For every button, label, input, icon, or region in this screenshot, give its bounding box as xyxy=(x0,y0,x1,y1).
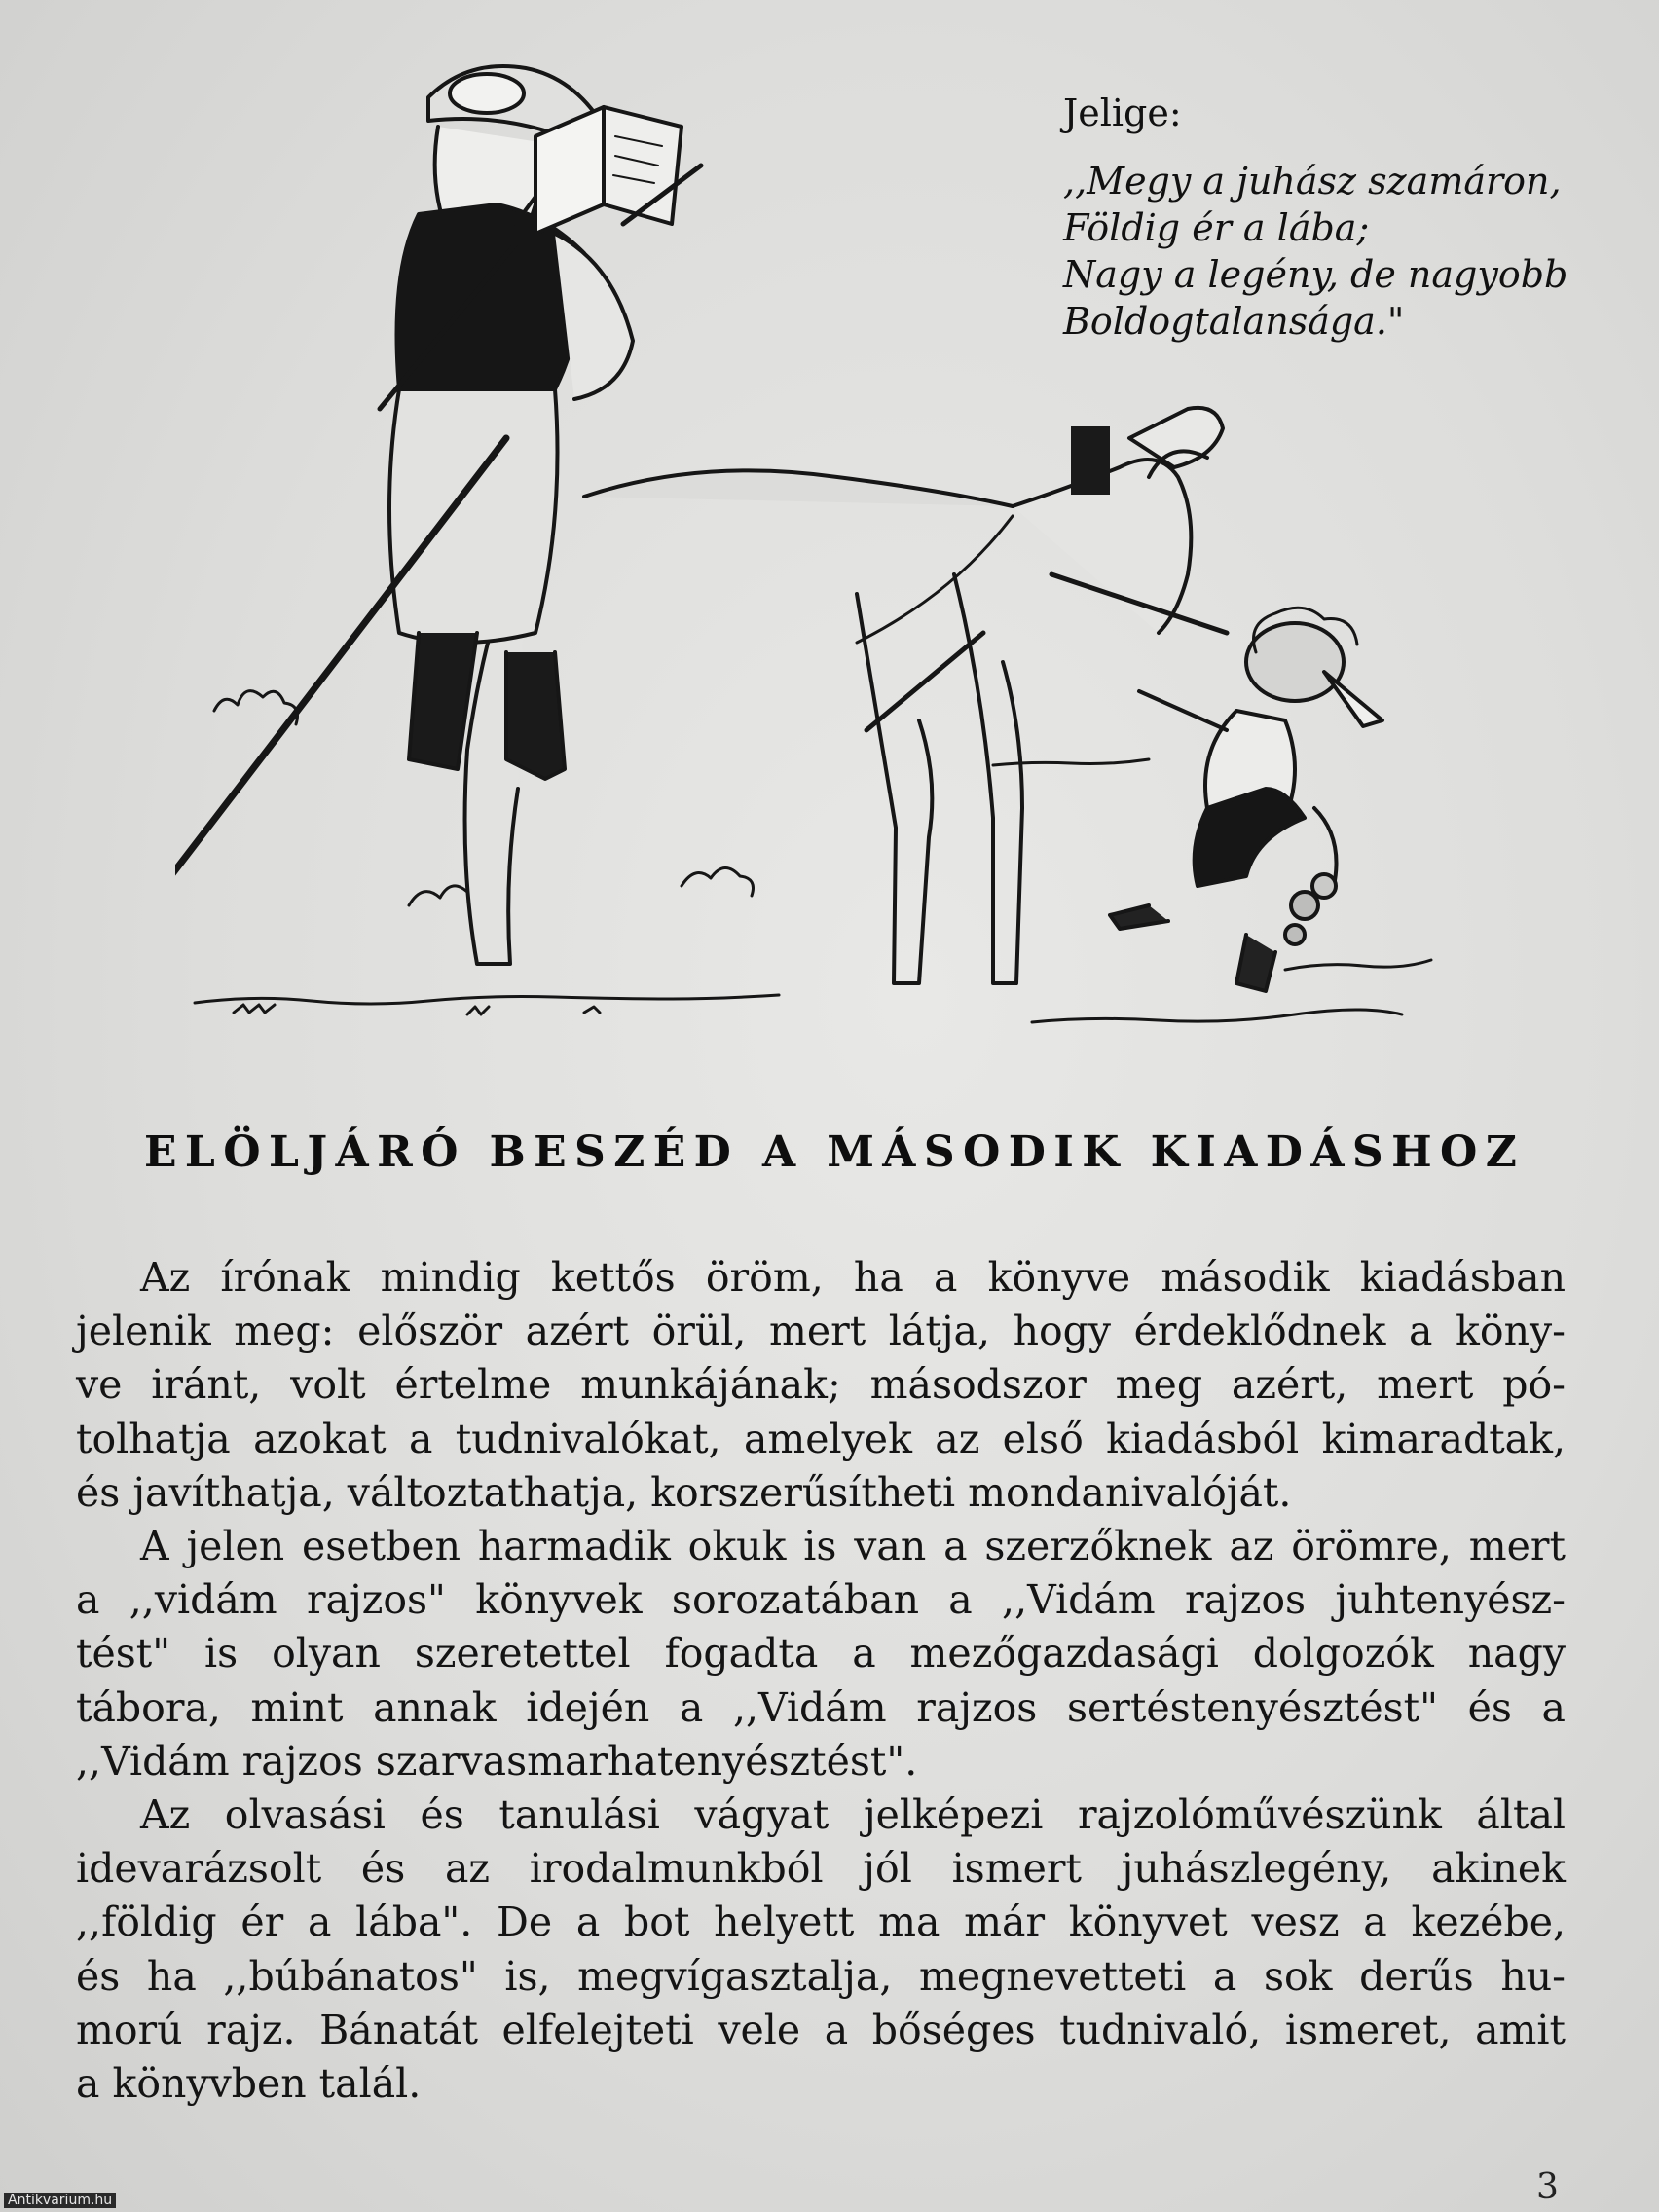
motto-line: Földig ér a lába; xyxy=(1063,206,1370,249)
page-number: 3 xyxy=(1536,2167,1559,2207)
motto-line: Boldogtalansága." xyxy=(1063,300,1405,343)
motto-line: ,,Megy a juhász szamáron, xyxy=(1063,160,1562,203)
motto xyxy=(1063,90,1608,345)
section-heading: ELÖLJÁRÓ BESZÉD A MÁSODIK KIADÁSHOZ xyxy=(144,1127,1526,1177)
text-line: ,,földig ér a lába". De a bot helyett ma már könyvet vesz a kezébe, xyxy=(76,1899,1566,1946)
text-line: A jelen esetben harmadik okuk is van a szerzőknek az örömre, mert xyxy=(140,1523,1566,1570)
text-line: tábora, mint annak idején a ,,Vidám rajzos sertéstenyésztést" és a xyxy=(76,1683,1566,1731)
text-line: ve iránt, volt értelme munkájának; másodszor meg azért, mert pó- xyxy=(76,1361,1566,1409)
text-line: Az írónak mindig kettős öröm, ha a könyve második kiadásban xyxy=(140,1254,1566,1301)
preface-body xyxy=(76,1251,1566,2111)
text-line: jelenik meg: először azért örül, mert látja, hogy érdeklődnek a köny- xyxy=(76,1308,1566,1355)
watermark: Antikvarium.hu xyxy=(4,2193,116,2208)
motto-label: Jelige: xyxy=(1063,92,1182,134)
motto-line: Nagy a legény, de nagyobb xyxy=(1063,253,1568,296)
text-line: a könyvben talál. xyxy=(76,2060,422,2108)
text-line: idevarázsolt és az irodalmunkból jól ismert juhászlegény, akinek xyxy=(76,1845,1566,1893)
text-line: Az olvasási és tanulási vágyat jelképezi rajzolóművészünk által xyxy=(140,1791,1566,1839)
text-line: ,,Vidám rajzos szarvasmarhatenyésztést". xyxy=(76,1737,918,1785)
text-line: a ,,vidám rajzos" könyvek sorozatában a ,,Vidám rajzos juhtenyész- xyxy=(76,1576,1566,1624)
paragraph xyxy=(76,1251,1566,1520)
text-line: morú rajz. Bánatát elfelejteti vele a bőséges tudnivaló, ismeret, amit xyxy=(76,2006,1566,2053)
paragraph xyxy=(76,1788,1566,2111)
text-line: tolhatja azokat a tudnivalókat, amelyek az első kiadásból kimaradtak, xyxy=(76,1415,1566,1462)
paragraph xyxy=(76,1520,1566,1788)
text-line: és javíthatja, változtathatja, korszerűsítheti mondanivalóját. xyxy=(76,1468,1292,1516)
text-line: és ha ,,búbánatos" is, megvígasztalja, megnevetteti a sok derűs hu- xyxy=(76,1952,1566,2000)
text-line: tést" is olyan szeretettel fogadta a mezőgazdasági dolgozók nagy xyxy=(76,1630,1566,1677)
